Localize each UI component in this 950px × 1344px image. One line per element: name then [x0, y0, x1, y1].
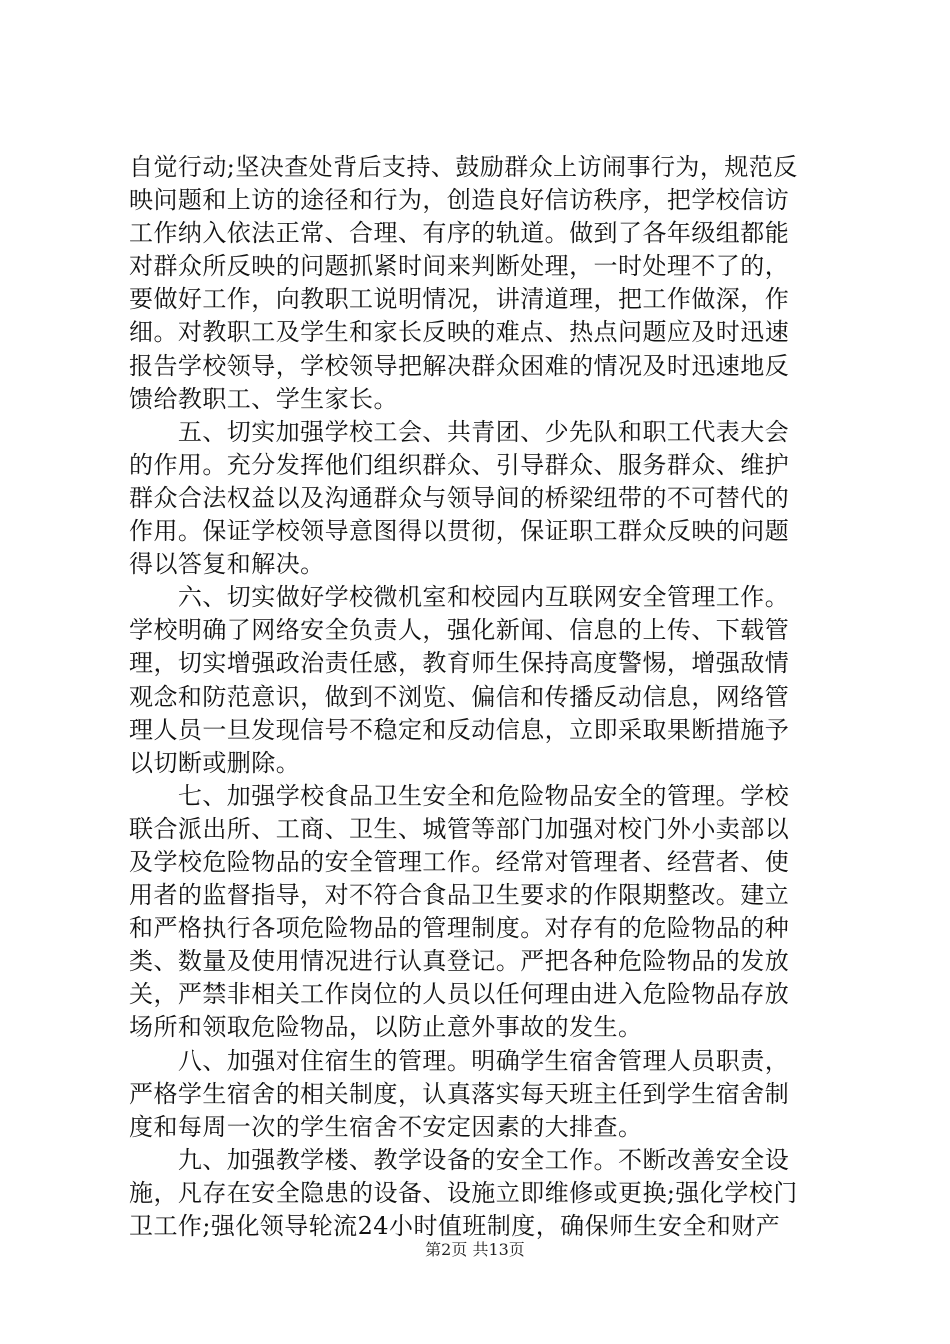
- text-line: 得以答复和解决。: [129, 550, 325, 579]
- text-line: 报告学校领导，学校领导把解决群众困难的情况及时迅速地反: [129, 351, 790, 380]
- text-line: 对群众所反映的问题抓紧时间来判断处理，一时处理不了的，: [129, 252, 790, 281]
- text-line: 类、数量及使用情况进行认真登记。严把各种危险物品的发放: [129, 947, 790, 976]
- text-line: 关，严禁非相关工作岗位的人员以任何理由进入危险物品存放: [129, 980, 790, 1009]
- text-line: 场所和领取危险物品，以防止意外事故的发生。: [129, 1013, 643, 1042]
- text-line: 八、加强对住宿生的管理。明确学生宿舍管理人员职责，: [129, 1046, 790, 1075]
- text-line: 映问题和上访的途径和行为，创造良好信访秩序，把学校信访: [129, 186, 790, 215]
- text-line: 作用。保证学校领导意图得以贯彻，保证职工群众反映的问题: [129, 517, 790, 546]
- text-line: 六、切实做好学校微机室和校园内互联网安全管理工作。: [129, 583, 790, 612]
- text-line: 的作用。充分发挥他们组织群众、引导群众、服务群众、维护: [129, 450, 790, 479]
- text-line: 自觉行动;坚决查处背后支持、鼓励群众上访闹事行为，规范反: [129, 153, 798, 181]
- text-line: 九、加强教学楼、教学设备的安全工作。不断改善安全设: [129, 1145, 790, 1174]
- text-line: 度和每周一次的学生宿舍不安定因素的大排查。: [129, 1112, 643, 1141]
- text-line: 用者的监督指导，对不符合食品卫生要求的作限期整改。建立: [129, 881, 790, 910]
- text-line: 严格学生宿舍的相关制度，认真落实每天班主任到学生宿舍制: [129, 1079, 790, 1108]
- text-line: 施，凡存在安全隐患的设备、设施立即维修或更换;强化学校门: [129, 1178, 798, 1207]
- text-line: 及学校危险物品的安全管理工作。经常对管理者、经营者、使: [129, 847, 790, 876]
- document-body: [129, 151, 833, 1243]
- page-footer: [0, 1240, 950, 1260]
- text-line: 以切断或删除。: [129, 748, 301, 777]
- text-line: 要做好工作，向教职工说明情况，讲清道理，把工作做深，作: [129, 285, 790, 314]
- text-line: 卫工作;强化领导轮流24小时值班制度，确保师生安全和财产: [129, 1212, 781, 1240]
- text-line: 联合派出所、工商、卫生、城管等部门加强对校门外小卖部以: [129, 814, 790, 843]
- text-line: 馈给教职工、学生家长。: [129, 384, 398, 413]
- text-line: 工作纳入依法正常、合理、有序的轨道。做到了各年级组都能: [129, 219, 790, 248]
- text-line: 观念和防范意识，做到不浏览、偏信和传播反动信息，网络管: [129, 682, 790, 711]
- text-line: 七、加强学校食品卫生安全和危险物品安全的管理。学校: [129, 781, 790, 810]
- text-line: 学校明确了网络安全负责人，强化新闻、信息的上传、下载管: [129, 616, 790, 645]
- text-line: 细。对教职工及学生和家长反映的难点、热点问题应及时迅速: [129, 318, 790, 347]
- text-line: 理人员一旦发现信号不稳定和反动信息，立即采取果断措施予: [129, 715, 790, 744]
- page-number: 第2页 共13页: [425, 1240, 525, 1259]
- text-line: 和严格执行各项危险物品的管理制度。对存有的危险物品的种: [129, 914, 790, 943]
- text-line: 群众合法权益以及沟通群众与领导间的桥梁纽带的不可替代的: [129, 483, 790, 512]
- text-line: 五、切实加强学校工会、共青团、少先队和职工代表大会: [129, 417, 790, 446]
- text-line: 理，切实增强政治责任感，教育师生保持高度警惕，增强敌情: [129, 649, 790, 678]
